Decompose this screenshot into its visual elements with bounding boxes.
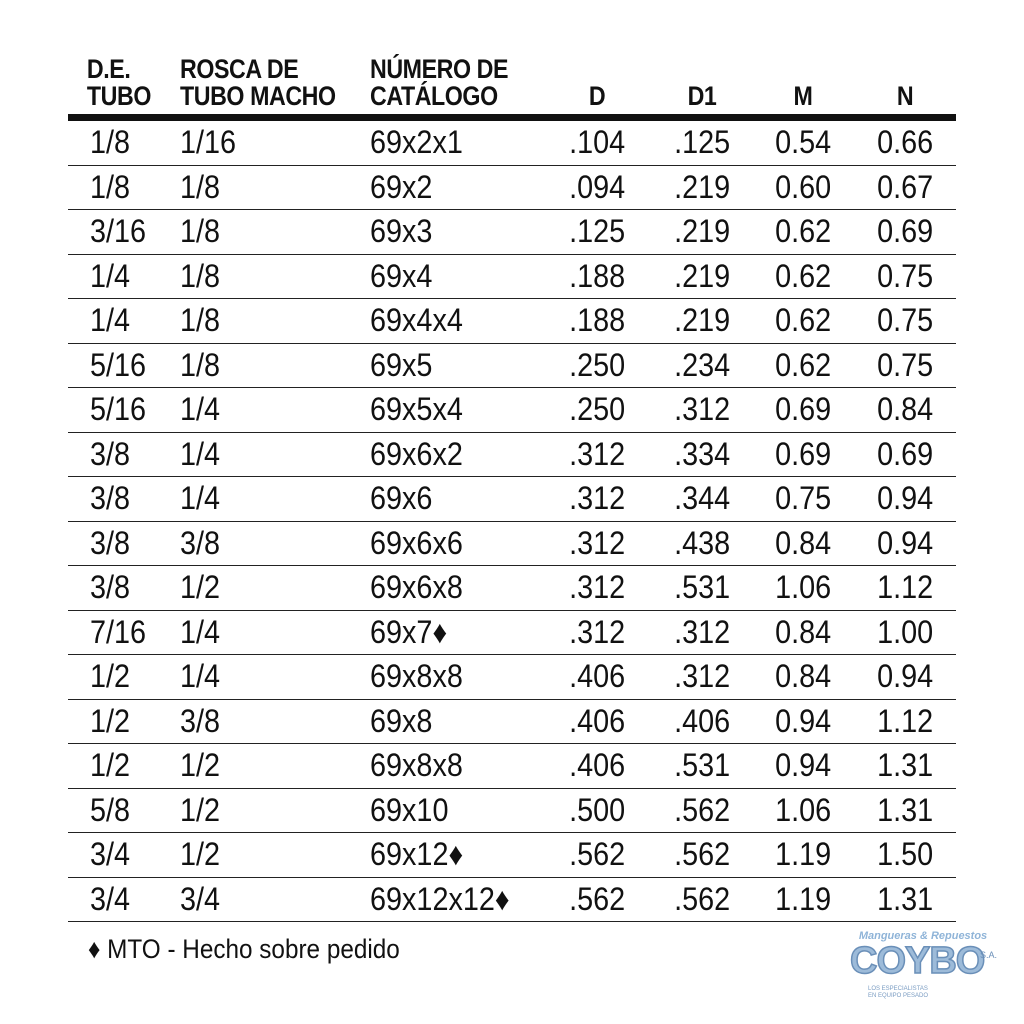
cell-text: .312: [568, 435, 626, 472]
cell-d: [542, 833, 652, 878]
cell-d: [542, 477, 652, 522]
cell-rosca: [180, 343, 370, 388]
cell-text: 1/4: [90, 257, 131, 294]
cell-m: [752, 521, 854, 566]
cell-de-tubo: [68, 699, 180, 744]
header-line: NÚMERO DE: [370, 54, 509, 84]
cell-rosca: [180, 699, 370, 744]
cell-m: [752, 165, 854, 210]
cell-text: 1.31: [876, 791, 934, 828]
cell-text: .104: [568, 124, 626, 161]
cell-text: .562: [673, 836, 731, 873]
cell-d: [542, 432, 652, 477]
header-line: D: [588, 81, 606, 111]
cell-text: 1/8: [180, 257, 221, 294]
cell-text: .312: [568, 613, 626, 650]
cell-text: 69x4x4: [370, 302, 463, 339]
cell-d1: [652, 343, 752, 388]
cell-text: 69x6: [370, 480, 433, 517]
cell-m: [752, 210, 854, 255]
table-row: [68, 655, 956, 700]
cell-catalogo: [370, 118, 542, 166]
cell-de-tubo: [68, 744, 180, 789]
cell-d: [542, 877, 652, 922]
cell-de-tubo: [68, 118, 180, 166]
cell-text: 69x12x12♦: [370, 880, 510, 917]
cell-text: 1.19: [774, 880, 832, 917]
cell-d1: [652, 165, 752, 210]
cell-text: 5/8: [90, 791, 131, 828]
cell-text: 0.66: [876, 124, 934, 161]
cell-n: [854, 210, 956, 255]
cell-n: [854, 343, 956, 388]
cell-d: [542, 521, 652, 566]
cell-text: 0.69: [876, 213, 934, 250]
cell-d: [542, 299, 652, 344]
cell-text: .562: [568, 880, 626, 917]
cell-n: [854, 521, 956, 566]
cell-text: 7/16: [90, 613, 147, 650]
cell-d1: [652, 210, 752, 255]
cell-text: 3/8: [180, 702, 221, 739]
cell-d1: [652, 477, 752, 522]
cell-rosca: [180, 833, 370, 878]
cell-d: [542, 343, 652, 388]
cell-text: .250: [568, 391, 626, 428]
cell-de-tubo: [68, 833, 180, 878]
cell-text: 69x8: [370, 702, 433, 739]
cell-d1: [652, 388, 752, 433]
cell-text: 1.12: [876, 569, 934, 606]
cell-text: 3/4: [90, 836, 131, 873]
cell-text: .125: [568, 213, 626, 250]
cell-text: .234: [673, 346, 731, 383]
cell-rosca: [180, 788, 370, 833]
cell-d: [542, 165, 652, 210]
cell-text: .219: [673, 213, 731, 250]
table-row: [68, 521, 956, 566]
table-row: [68, 877, 956, 922]
header-d: [550, 48, 645, 118]
cell-n: [854, 254, 956, 299]
cell-text: 5/16: [90, 346, 147, 383]
cell-rosca: [180, 655, 370, 700]
cell-text: 0.60: [774, 168, 832, 205]
cell-de-tubo: [68, 566, 180, 611]
cell-text: 1/8: [180, 168, 221, 205]
cell-text: 1.31: [876, 880, 934, 917]
cell-de-tubo: [68, 877, 180, 922]
cell-text: .188: [568, 302, 626, 339]
cell-m: [752, 877, 854, 922]
cell-text: 3/8: [90, 569, 131, 606]
cell-text: 0.94: [774, 747, 832, 784]
cell-text: 69x2: [370, 168, 433, 205]
cell-text: .406: [568, 747, 626, 784]
cell-text: 69x7♦: [370, 613, 448, 650]
header-n: [861, 48, 949, 118]
cell-text: 1/4: [180, 435, 221, 472]
table-row: [68, 477, 956, 522]
cell-text: .344: [673, 480, 731, 517]
cell-n: [854, 165, 956, 210]
cell-text: 1/8: [90, 124, 131, 161]
cell-text: 1/2: [180, 836, 221, 873]
cell-text: 0.75: [876, 302, 934, 339]
cell-rosca: [180, 877, 370, 922]
cell-de-tubo: [68, 788, 180, 833]
header-line: TUBO: [86, 81, 151, 111]
table-row: [68, 833, 956, 878]
cell-d: [542, 610, 652, 655]
cell-n: [854, 566, 956, 611]
cell-n: [854, 655, 956, 700]
cell-text: .312: [673, 658, 731, 695]
cell-rosca: [180, 610, 370, 655]
cell-m: [752, 254, 854, 299]
cell-rosca: [180, 299, 370, 344]
cell-text: .219: [673, 168, 731, 205]
cell-d1: [652, 566, 752, 611]
cell-text: 3/16: [90, 213, 147, 250]
cell-n: [854, 610, 956, 655]
table-row: [68, 610, 956, 655]
cell-text: .312: [568, 569, 626, 606]
cell-text: 1/4: [180, 658, 221, 695]
cell-catalogo: [370, 299, 542, 344]
spec-table: [68, 48, 956, 922]
cell-text: 1.31: [876, 747, 934, 784]
table-row: [68, 566, 956, 611]
cell-d: [542, 744, 652, 789]
logo-suffix: S.A.: [980, 950, 998, 960]
cell-d1: [652, 699, 752, 744]
cell-text: 1.19: [774, 836, 832, 873]
cell-text: 1/2: [180, 569, 221, 606]
company-logo: [848, 930, 998, 1010]
cell-text: 0.94: [774, 702, 832, 739]
cell-m: [752, 744, 854, 789]
cell-de-tubo: [68, 610, 180, 655]
cell-text: .334: [673, 435, 731, 472]
cell-m: [752, 388, 854, 433]
cell-text: 1.06: [774, 791, 832, 828]
cell-text: 69x8x8: [370, 658, 463, 695]
cell-catalogo: [370, 521, 542, 566]
cell-m: [752, 343, 854, 388]
logo-slogan: [868, 986, 988, 1000]
cell-text: .312: [673, 391, 731, 428]
cell-rosca: [180, 165, 370, 210]
cell-text: 0.69: [774, 435, 832, 472]
cell-d: [542, 118, 652, 166]
cell-d: [542, 699, 652, 744]
cell-rosca: [180, 210, 370, 255]
cell-m: [752, 566, 854, 611]
table-row: [68, 388, 956, 433]
header-line: D1: [687, 81, 717, 111]
spec-table-container: [68, 48, 956, 922]
cell-m: [752, 833, 854, 878]
cell-text: 0.84: [876, 391, 934, 428]
logo-tagline: Mangueras & Repuestos: [858, 930, 988, 942]
cell-text: 1/2: [180, 791, 221, 828]
cell-d1: [652, 788, 752, 833]
cell-d1: [652, 254, 752, 299]
cell-text: 0.75: [876, 257, 934, 294]
cell-text: .094: [568, 168, 626, 205]
cell-text: 0.69: [774, 391, 832, 428]
footnote: ♦ MTO - Hecho sobre pedido: [88, 934, 400, 964]
table-body: [68, 118, 956, 922]
cell-de-tubo: [68, 343, 180, 388]
cell-d: [542, 210, 652, 255]
cell-text: 1/2: [180, 747, 221, 784]
cell-text: .531: [673, 747, 731, 784]
cell-d1: [652, 744, 752, 789]
cell-text: 0.84: [774, 658, 832, 695]
cell-n: [854, 299, 956, 344]
cell-text: .500: [568, 791, 626, 828]
cell-de-tubo: [68, 477, 180, 522]
cell-text: 1/16: [180, 124, 237, 161]
cell-text: 3/8: [90, 524, 131, 561]
cell-text: .312: [568, 480, 626, 517]
logo-slogan-line: LOS ESPECIALISTAS: [868, 986, 928, 992]
cell-text: 0.84: [774, 613, 832, 650]
cell-m: [752, 788, 854, 833]
cell-catalogo: [370, 477, 542, 522]
cell-text: 3/4: [180, 880, 221, 917]
cell-rosca: [180, 254, 370, 299]
header-line: ROSCA DE: [180, 54, 299, 84]
cell-text: 69x3: [370, 213, 433, 250]
cell-text: 1/2: [90, 658, 131, 695]
header-rosca-de-tubo-macho: [180, 48, 343, 118]
cell-text: .562: [568, 836, 626, 873]
cell-n: [854, 699, 956, 744]
cell-text: .406: [673, 702, 731, 739]
cell-text: 3/8: [90, 480, 131, 517]
cell-text: 1/4: [180, 480, 221, 517]
table-row: [68, 165, 956, 210]
cell-text: .562: [673, 880, 731, 917]
cell-rosca: [180, 521, 370, 566]
cell-m: [752, 699, 854, 744]
cell-catalogo: [370, 210, 542, 255]
cell-d1: [652, 833, 752, 878]
cell-text: 0.62: [774, 213, 832, 250]
cell-de-tubo: [68, 432, 180, 477]
header-line: M: [793, 81, 813, 111]
cell-m: [752, 477, 854, 522]
cell-d: [542, 254, 652, 299]
cell-text: .219: [673, 302, 731, 339]
cell-text: 69x2x1: [370, 124, 463, 161]
cell-text: .312: [673, 613, 731, 650]
cell-d1: [652, 655, 752, 700]
cell-d1: [652, 118, 752, 166]
cell-n: [854, 118, 956, 166]
table-row: [68, 118, 956, 166]
cell-catalogo: [370, 744, 542, 789]
cell-text: 0.62: [774, 346, 832, 383]
cell-catalogo: [370, 877, 542, 922]
cell-text: 1/8: [180, 346, 221, 383]
cell-text: 0.94: [876, 480, 934, 517]
cell-text: 0.75: [876, 346, 934, 383]
cell-rosca: [180, 744, 370, 789]
cell-text: .531: [673, 569, 731, 606]
cell-rosca: [180, 566, 370, 611]
cell-text: 3/8: [90, 435, 131, 472]
cell-de-tubo: [68, 254, 180, 299]
table-row: [68, 788, 956, 833]
cell-text: 0.54: [774, 124, 832, 161]
cell-d: [542, 655, 652, 700]
cell-text: 5/16: [90, 391, 147, 428]
cell-text: .219: [673, 257, 731, 294]
cell-text: 1.50: [876, 836, 934, 873]
cell-catalogo: [370, 655, 542, 700]
cell-catalogo: [370, 833, 542, 878]
logo-slogan-line: EN EQUIPO PESADO: [868, 993, 929, 999]
cell-text: .188: [568, 257, 626, 294]
cell-de-tubo: [68, 210, 180, 255]
cell-text: 1/8: [180, 213, 221, 250]
cell-catalogo: [370, 165, 542, 210]
cell-rosca: [180, 388, 370, 433]
cell-text: 69x4: [370, 257, 433, 294]
cell-m: [752, 432, 854, 477]
cell-text: 1/2: [90, 702, 131, 739]
header-numero-de-catalogo: [370, 48, 518, 118]
cell-de-tubo: [68, 655, 180, 700]
cell-catalogo: [370, 432, 542, 477]
logo-name: COYBO: [850, 940, 985, 982]
cell-rosca: [180, 477, 370, 522]
cell-m: [752, 610, 854, 655]
cell-text: .406: [568, 702, 626, 739]
cell-text: .250: [568, 346, 626, 383]
cell-text: 1/4: [90, 302, 131, 339]
cell-text: 1.06: [774, 569, 832, 606]
cell-text: 69x6x2: [370, 435, 463, 472]
cell-text: 0.94: [876, 658, 934, 695]
cell-m: [752, 655, 854, 700]
header-line: TUBO MACHO: [180, 81, 336, 111]
cell-catalogo: [370, 343, 542, 388]
cell-text: .438: [673, 524, 731, 561]
cell-d: [542, 388, 652, 433]
cell-text: 1/2: [90, 747, 131, 784]
cell-rosca: [180, 432, 370, 477]
cell-catalogo: [370, 610, 542, 655]
table-row: [68, 744, 956, 789]
cell-text: 1/8: [180, 302, 221, 339]
header-row: [68, 48, 956, 118]
cell-text: 1/4: [180, 613, 221, 650]
cell-d1: [652, 877, 752, 922]
header-line: N: [896, 81, 914, 111]
cell-n: [854, 477, 956, 522]
cell-text: 0.67: [876, 168, 934, 205]
cell-m: [752, 118, 854, 166]
cell-text: 3/8: [180, 524, 221, 561]
table-row: [68, 343, 956, 388]
cell-text: 0.75: [774, 480, 832, 517]
cell-d1: [652, 521, 752, 566]
cell-catalogo: [370, 566, 542, 611]
cell-text: 0.94: [876, 524, 934, 561]
table-row: [68, 299, 956, 344]
cell-n: [854, 388, 956, 433]
cell-d1: [652, 432, 752, 477]
cell-n: [854, 432, 956, 477]
cell-catalogo: [370, 254, 542, 299]
cell-rosca: [180, 118, 370, 166]
cell-text: 69x12♦: [370, 836, 464, 873]
cell-text: 0.84: [774, 524, 832, 561]
cell-text: 3/4: [90, 880, 131, 917]
cell-m: [752, 299, 854, 344]
cell-text: .125: [673, 124, 731, 161]
table-row: [68, 432, 956, 477]
cell-d1: [652, 610, 752, 655]
cell-text: 69x6x8: [370, 569, 463, 606]
table-row: [68, 210, 956, 255]
cell-text: 1.12: [876, 702, 934, 739]
cell-text: 69x10: [370, 791, 449, 828]
cell-de-tubo: [68, 299, 180, 344]
cell-text: 0.69: [876, 435, 934, 472]
cell-text: 69x5x4: [370, 391, 463, 428]
cell-text: 1/8: [90, 168, 131, 205]
header-line: CATÁLOGO: [370, 81, 498, 111]
cell-text: .312: [568, 524, 626, 561]
cell-text: 1/4: [180, 391, 221, 428]
cell-de-tubo: [68, 521, 180, 566]
cell-catalogo: [370, 388, 542, 433]
cell-text: 69x8x8: [370, 747, 463, 784]
table-row: [68, 254, 956, 299]
cell-catalogo: [370, 788, 542, 833]
cell-d: [542, 566, 652, 611]
cell-text: 69x5: [370, 346, 433, 383]
header-d1: [659, 48, 745, 118]
cell-catalogo: [370, 699, 542, 744]
cell-n: [854, 877, 956, 922]
header-m: [759, 48, 847, 118]
cell-d: [542, 788, 652, 833]
header-de-tubo: [68, 48, 164, 118]
cell-text: 0.62: [774, 257, 832, 294]
cell-text: 69x6x6: [370, 524, 463, 561]
cell-text: .406: [568, 658, 626, 695]
cell-text: 0.62: [774, 302, 832, 339]
cell-text: .562: [673, 791, 731, 828]
cell-d1: [652, 299, 752, 344]
cell-de-tubo: [68, 388, 180, 433]
cell-n: [854, 833, 956, 878]
cell-text: 1.00: [876, 613, 934, 650]
cell-n: [854, 744, 956, 789]
cell-n: [854, 788, 956, 833]
table-row: [68, 699, 956, 744]
cell-de-tubo: [68, 165, 180, 210]
header-line: D.E.: [86, 54, 131, 84]
